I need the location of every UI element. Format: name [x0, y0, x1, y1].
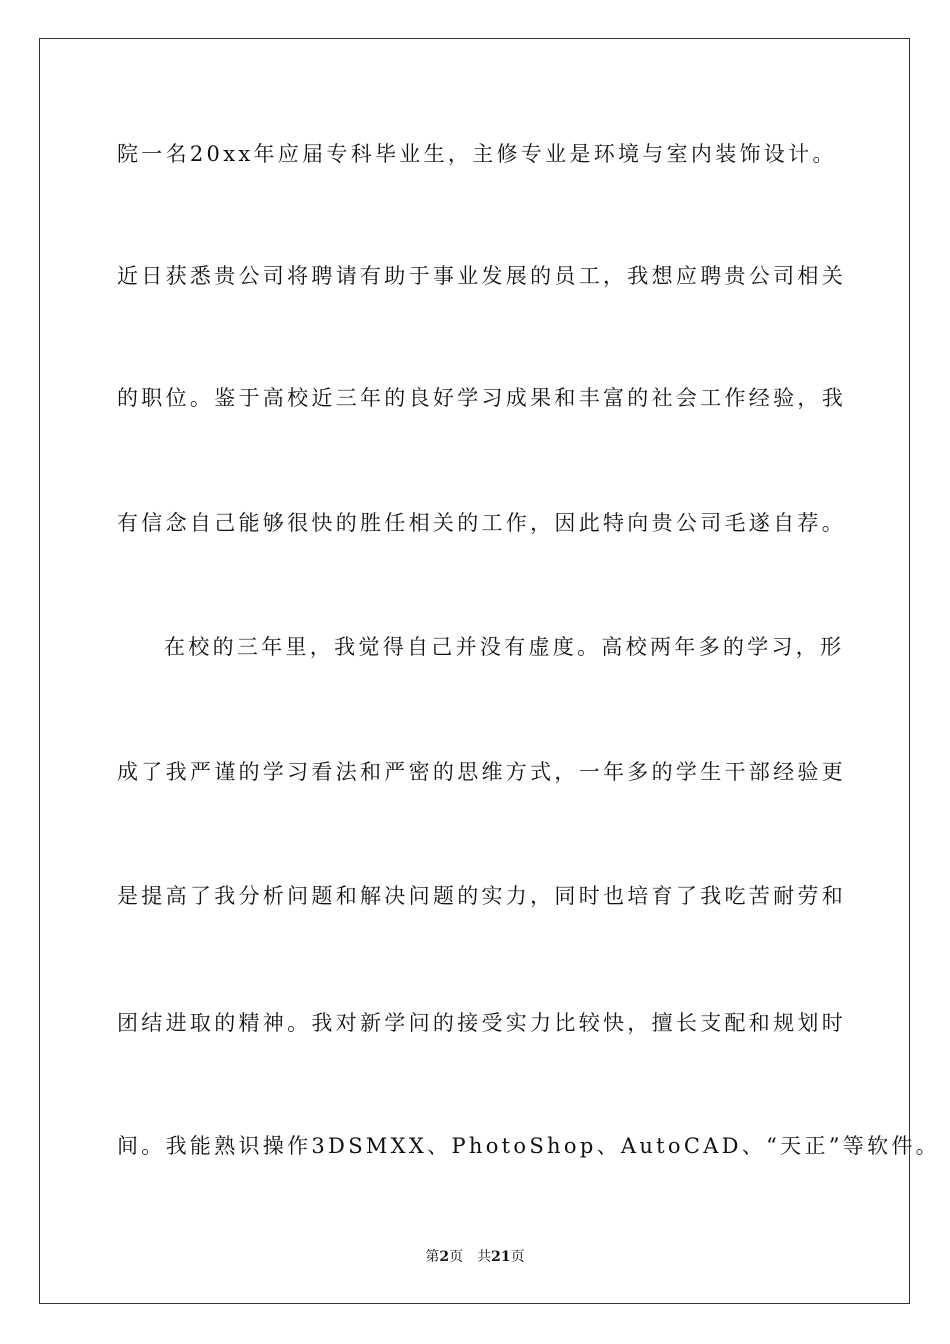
page-suffix: 页 — [449, 1249, 464, 1265]
body-line-2: 近日获悉贵公司将聘请有助于事业发展的员工，我想应聘贵公司相关 — [117, 264, 846, 288]
body-line-4: 有信念自己能够很快的胜任相关的工作，因此特向贵公司毛遂自荐。 — [117, 511, 846, 535]
page-current-number: 2 — [439, 1249, 450, 1265]
body-line-8: 团结进取的精神。我对新学问的接受实力比较快，擅长支配和规划时 — [117, 1011, 846, 1035]
body-line-6: 成了我严谨的学习看法和严密的思维方式，一年多的学生干部经验更 — [117, 760, 846, 784]
page-prefix: 第 — [425, 1249, 440, 1265]
total-prefix: 共 — [477, 1249, 492, 1265]
total-suffix: 页 — [510, 1249, 525, 1265]
body-line-7: 是提高了我分析问题和解决问题的实力，同时也培育了我吃苦耐劳和 — [117, 884, 846, 908]
body-line-9: 间。我能熟识操作3DSMXX、PhotoShop、AutoCAD、“天正”等软件。 — [117, 1134, 940, 1158]
page-border — [39, 38, 940, 1304]
body-line-1: 院一名20xx年应届专科毕业生，主修专业是环境与室内装饰设计。 — [117, 142, 837, 166]
body-line-3: 的职位。鉴于高校近三年的良好学习成果和丰富的社会工作经验，我 — [117, 386, 846, 410]
page-total-number: 21 — [491, 1249, 511, 1265]
page-footer — [0, 1248, 950, 1266]
body-line-5-paragraph-start: 在校的三年里，我觉得自己并没有虚度。高校两年多的学习，形 — [164, 635, 845, 659]
